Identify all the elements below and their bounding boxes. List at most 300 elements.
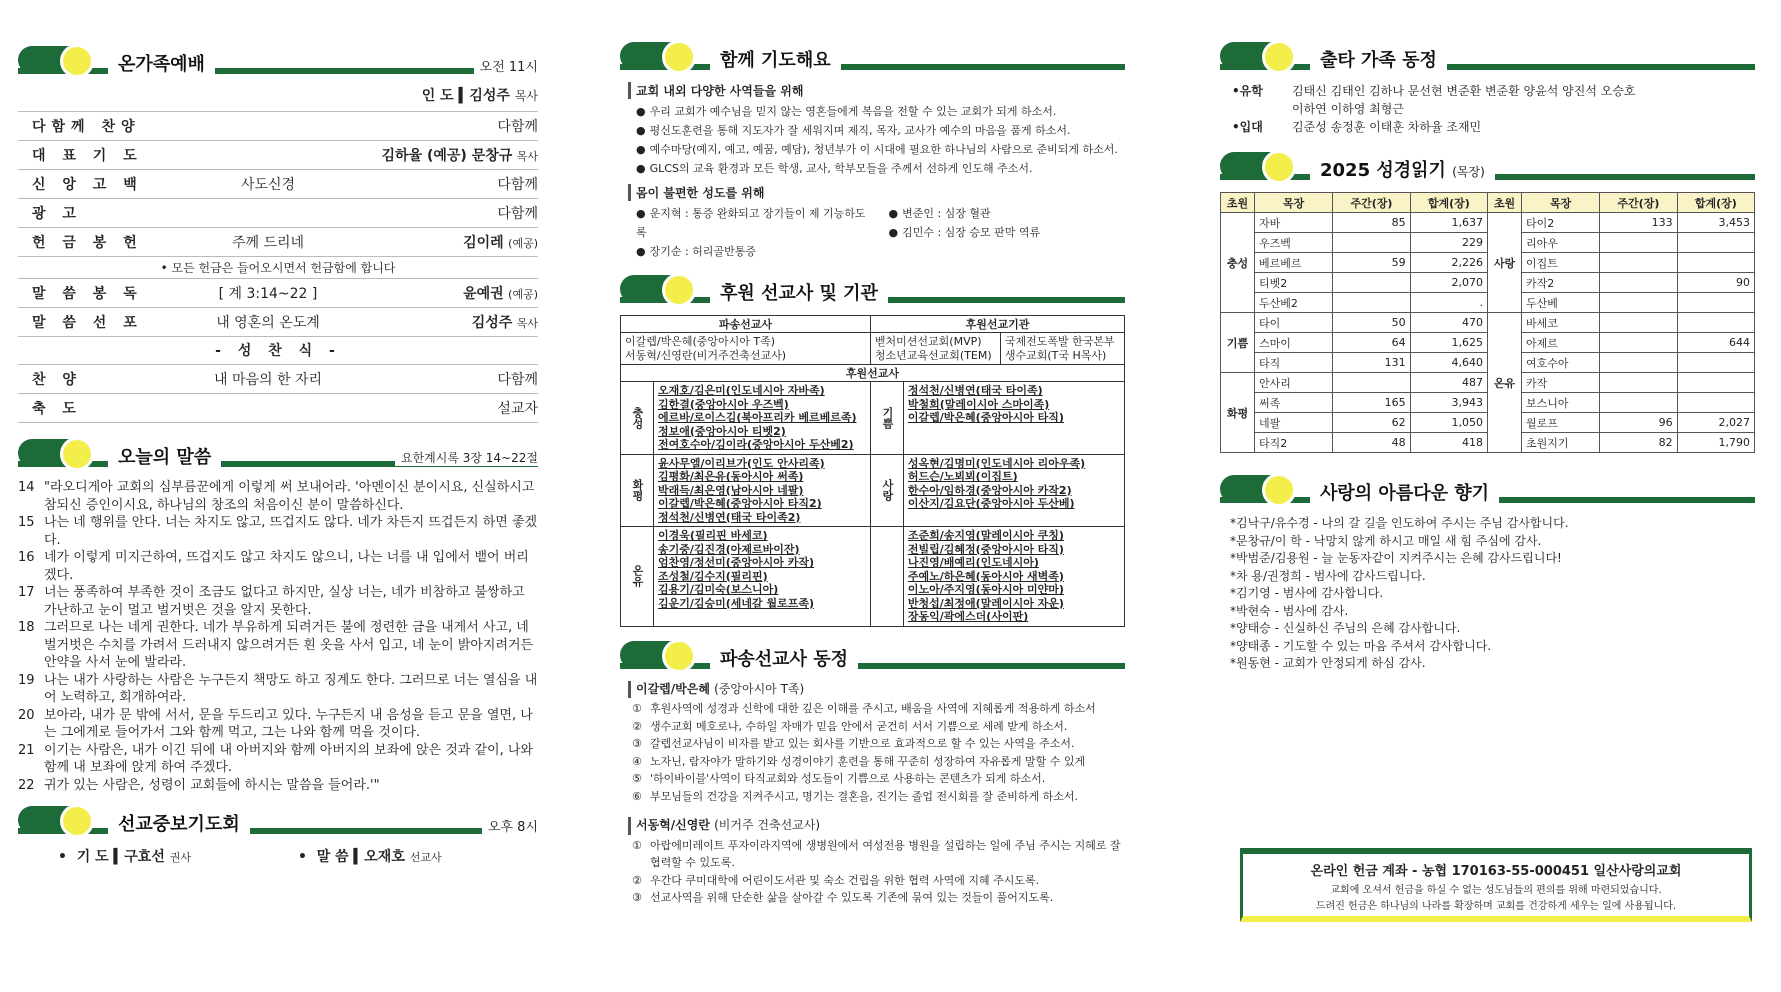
reading-cell: 59 [1333,253,1410,273]
leader-line: 인 도 ▍김성주 목사 [18,86,538,112]
list-item: 이갈렙/박은혜(중앙아시아 T족) [625,335,776,348]
verse-number: 14 [18,480,35,495]
group-list [654,527,871,627]
news-item [620,889,1125,907]
person-name: 김이레 [463,235,504,251]
missionary-name [908,556,1120,570]
prayer-text: 평신도훈련을 통해 지도자가 잘 세워지며 제직, 목자, 교사가 예수의 마음을 품게 하소서. [649,124,1071,137]
reading-cell: 타이2 [1521,213,1599,233]
missionary-name [658,511,866,525]
missionary-name [908,411,1120,425]
prayer-item: ● 평신도훈련을 통해 지도자가 잘 세워지며 제직, 목자, 교사가 예수의 마음을 품게 하소서. [636,124,1071,137]
reading-cell: 베르베르 [1255,253,1333,273]
reading-cell [1333,273,1410,293]
item-number: ② [632,873,642,887]
missionary-name-text: 김한결(중앙아시아 우즈벡) [658,397,789,411]
missionary-name-text: 오재호/김은미(인도네시아 자바족) [658,384,825,397]
section-title: 선교중보기도회 [108,810,250,836]
service-person [378,232,538,252]
service-label: 찬 양 [32,372,82,388]
section-header-reading: 2025 성경읽기 (목장) [1220,150,1755,186]
th-dispatch: 파송선교사 [621,316,871,333]
mission-prayer-time: 오후 8시 [482,816,538,835]
group-list [903,382,1124,455]
group-label: 기쁨 [870,382,903,455]
news-item [620,735,1125,753]
group-list [654,382,871,455]
service-right: 다함께 [497,206,538,222]
reading-cell: 아제르 [1521,333,1599,353]
section-title: 파송선교사 동정 [710,645,858,671]
news-text: 우간다 쿠미대학에 어린이도서관 및 숙소 건립을 위한 협력 사역에 지혜 주시도록. [650,873,1040,887]
prayer-subheading: 몸이 불편한 성도를 위해 [628,184,1125,201]
region-label: 화평 [1221,373,1255,453]
reading-cell: 50 [1333,313,1410,333]
thanks-item: *박범준/김용원 - 늘 눈동자같이 지켜주시는 은혜 감사드립니다! [1230,551,1562,565]
service-right: 다함께 [497,372,538,388]
section-header-dispatch-news [620,639,1125,675]
prayer-text: 예수마당(예지, 예고, 예꿈, 예담), 청년부가 이 시대에 필요한 하나님의 사람으로 준비되게 하소서. [649,143,1118,156]
thanks-item: *양태종 - 기도할 수 있는 마음 주셔서 감사합니다. [1230,638,1492,653]
dispatch-news: 이갈렙/박은혜 (중앙아시아 T족) ① 후원사역에 성경과 신학에 대한 깊은 이해를 주시고, 배움을 사역에 지혜롭게 적용하게 하소서 ② 생수교회 메호로나, 수하일 자매가 믿음 안에서 굳건히 서서 기쁨으로 세례 받게 하소서. ③ 갈렙선교사님이 비자를 받고 있는 회사를 기반으로 효과적으로 할 수 있는 사역을 주소서. ④ 노자닌, 람자야가 말하기와 성경이야기 훈련을 통해 꾸준히 성장하여 자유롭게 말할 수 있게 ⑤ '하이바이블'사역이 타직교회와 성도들이 기쁨으로 사용하는 콘텐츠가 되게 하소서. ⑥ 부모님들의 건강을 지켜주시고, 명기는 결혼을, 진기는 졸업 전시회를 잘 준비하게 하소서. 서동혁/신영란 (비거주 건축선교사) ① 아랍에미레이트 푸자이라지역에 생병원에서 여성전용 병원을 설립하는 일에 주님 주시는 지혜로 잘 협력할 수 있도록. ② 우간다 쿠미대학에 어린이도서관 및 숙소 건립을 위한 협력 사역에 지혜 주시도록. ③ 선교사역을 위해 단순한 삶을 살아갈 수 있도록 기존에 묶여 있는 것들이 풀어지도록. [620,681,1125,907]
reading-cell [1333,293,1410,313]
reading-cell [1677,233,1754,253]
prayer-item: ● 우리 교회가 예수님을 믿지 않는 영혼들에게 복음을 전할 수 있는 교회가 되게 하소서. [636,105,1057,118]
missionary-name-text: 나진영/배예리(인도네시아) [907,556,1039,569]
missionary-name-text: 박래득/최은영(남아시아 네팔) [658,483,804,497]
verse-number: 16 [18,550,35,565]
missionary-name [658,529,866,543]
missionary-name [908,384,1120,398]
verse [18,549,538,584]
order-of-service-2 [18,279,538,337]
list-item: 서동혁/신영란(비거주건축선교사) [625,348,787,362]
reading-cell: 월로프 [1521,413,1599,433]
prayer-text: GLCS의 교육 환경과 모든 학생, 교사, 학부모들을 주께서 선하게 인도해 주소서. [649,162,1033,175]
reading-cell: 티벳2 [1255,273,1333,293]
verse-text: 나는 내가 사랑하는 사람은 누구든지 책망도 하고 징계도 한다. 그러므로 너는 열심을 내어 노력하고, 회개하여라. [44,672,538,705]
service-label: 신 앙 고 백 [32,177,143,193]
reading-cell: 85 [1333,213,1410,233]
reading-cell [1600,273,1677,293]
group-list [903,454,1124,527]
verse-number: 21 [18,742,35,758]
reading-cell: 2,070 [1410,273,1487,293]
prayer-item: ● GLCS의 교육 환경과 모든 학생, 교사, 학부모들을 주께서 선하게 인도해 주소서. [636,162,1033,175]
service-label: 말 씀 봉 독 [32,286,143,302]
verse-text: 보아라, 내가 문 밖에 서서, 문을 두드리고 있다. 누구든지 내 음성을 듣고 문을 열면, 나는 그에게로 들어가서 그와 함께 먹고, 그는 나와 함께 먹을 것이다. [44,707,533,740]
missionary-name [658,570,866,584]
item-number: ② [632,719,642,733]
missionary-name-text: 김용기/김미숙(보스니아) [658,583,779,596]
news-item [620,770,1125,788]
reading-cell: 타직2 [1255,433,1333,453]
reading-cell: 62 [1333,413,1410,433]
section-title: 후원 선교사 및 기관 [710,279,888,305]
verse [18,707,538,742]
verse [18,584,538,619]
missionary-name [658,384,866,398]
section-header-thanks [1220,473,1755,509]
family-news: •유학 김태신 김태인 김하나 문선현 변준환 변준환 양윤석 양진석 오승호 이하연 이하영 최형근 •입대 김준성 송정훈 이태훈 차하율 조재민 [1232,84,1636,134]
news-text: 부모님들의 건강을 지켜주시고, 명기는 결혼을, 진기는 졸업 전시회를 잘 준비하게 하소서. [650,789,1078,803]
missionary-name [658,556,866,570]
missionary-name-text: 정석천/신병연(태국 타이족) [907,384,1043,397]
missionary-name-text: 조성철/김수지(필리핀) [658,569,768,583]
section-title: 온가족예배 [108,50,215,76]
inst-list-b [1000,333,1124,365]
missionary-name-text: 이갈렙/박은혜(중앙아시아 타직) [907,411,1064,424]
missionary-name [658,457,866,471]
group-list [903,527,1124,627]
reading-cell: 우즈벡 [1255,233,1333,253]
news-text: 후원사역에 성경과 신학에 대한 깊은 이해를 주시고, 배움을 사역에 지혜롭게 적용하게 하소서 [650,702,1096,715]
reading-cell: 644 [1677,333,1754,353]
section-header-word [18,437,538,473]
section-title: 사랑의 아름다운 향기 [1310,479,1499,505]
prayer-item: ● 운지혁 : 통증 완화되고 장기들이 제 기능하도록 [636,207,866,239]
col-header: 주간(장) [1333,193,1410,213]
reading-cell: 두산베 [1521,293,1599,313]
reading-cell [1600,233,1677,253]
col-header: 합계(장) [1410,193,1487,213]
news-text: 선교사역을 위해 단순한 삶을 살아갈 수 있도록 기존에 묶여 있는 것들이 풀어지도록. [650,891,1054,904]
service-row [18,308,538,337]
missionary-name [658,398,866,412]
prayer-text: 장기순 : 허리골반통증 [649,245,756,258]
service-row [18,279,538,308]
service-right: 설교자 [497,401,538,417]
reading-cell: 1,050 [1410,413,1487,433]
missionary-name-text: 주예노/하은혜(동아시아 새벽족) [907,569,1064,583]
news-item [620,837,1125,872]
news-item [620,700,1125,718]
item-number: ⑤ [632,772,642,785]
news-text: 생수교회 메호로나, 수하일 자매가 믿음 안에서 굳건히 서서 기쁨으로 세례 받게 하소서. [650,719,1068,733]
service-person [378,116,538,136]
verse [18,672,538,707]
list-item: 국제전도폭발 한국본부 [1004,335,1115,348]
reading-cell [1333,373,1410,393]
prayer-text: 김민수 : 심장 승모 판막 역류 [902,226,1041,239]
reading-cell: 96 [1600,413,1677,433]
prayer-subheading: 교회 내외 다양한 사역들을 위해 [628,82,1125,99]
missionary-name [908,597,1120,611]
reading-cell: 4,640 [1410,353,1487,373]
thanks-item: *양태승 - 신실하신 주님의 은혜 감사합니다. [1230,621,1461,635]
service-row [18,141,538,170]
prayer-text: 변준인 : 심장 혈관 [902,207,991,220]
reading-cell: 타직 [1255,353,1333,373]
missionary-name [908,583,1120,597]
missionary-name [908,470,1120,484]
missionary-name-text: 이갈렙/박은혜(중앙아시아 타직2) [658,497,822,510]
section-header-family [1220,40,1755,76]
service-row [18,394,538,423]
reading-cell [1677,253,1754,273]
news-text: 노자닌, 람자야가 말하기와 성경이야기 훈련을 통해 꾸준히 성장하여 자유롭게 말할 수 있게 [650,754,1086,768]
service-label: 헌 금 봉 헌 [32,235,143,251]
news-item [620,753,1125,771]
column-family-reading [1220,40,1755,673]
section-title: 함께 기도해요 [710,46,841,72]
region-label: 기쁨 [1221,313,1255,373]
reading-cell: 이집트 [1521,253,1599,273]
reading-cell [1600,253,1677,273]
th-institutions: 후원선교기관 [870,316,1124,333]
service-label: 말 씀 선 포 [32,315,143,331]
col-header: 초원 [1221,193,1255,213]
section-title: 출타 가족 동정 [1310,46,1447,72]
reading-cell: 타이 [1255,313,1333,333]
item-number: ③ [632,737,642,750]
reading-cell: 바세코 [1521,313,1599,333]
missionary-name [658,484,866,498]
missionary-name-text: 전여호수아/김이라(중앙아시아 두산베2) [658,438,854,451]
col-header: 목장 [1521,193,1599,213]
group-label: 사랑 [870,454,903,527]
missionary-name-text: 장동익/곽에스더(사이판) [907,610,1029,623]
missionary-name-text: 정보애(중앙아시아 티벳2) [658,424,786,438]
service-row [18,365,538,394]
service-person [378,312,538,332]
col-header: 주간(장) [1600,193,1677,213]
missionary-name-text: 조준희/송지영(말레이시아 쿠칭) [907,529,1064,542]
service-person [378,369,538,389]
reading-cell: 자바 [1255,213,1333,233]
verse-text: 귀가 있는 사람은, 성령이 교회들에 하시는 말씀을 들어라.'" [44,777,380,793]
verse-number: 22 [18,777,35,793]
service-item: 주께 드리네 [231,235,305,251]
dispatch-list [621,333,871,365]
missionary-name [658,583,866,597]
reading-cell: 470 [1410,313,1487,333]
item-number: ④ [632,754,642,768]
reading-cell: 90 [1677,273,1754,293]
reading-cell: 두산베2 [1255,293,1333,313]
list-item: 벧처미션선교회(MVP) [874,335,982,348]
thanks-item: *김기영 - 범사에 감사합니다. [1230,586,1384,600]
reading-cell: 초원지기 [1521,433,1599,453]
thanks-item: *박현숙 - 범사에 감사. [1230,603,1349,618]
verse-number: 19 [18,672,35,688]
missionary-name-text: 허드슨/노뵈뵈(이집트) [907,470,1018,483]
group-label: 충성 [621,382,654,455]
item-number: ⑥ [632,789,642,803]
service-row [18,170,538,199]
bible-reading-table [1220,192,1755,453]
news-text: 갈렙선교사님이 비자를 받고 있는 회사를 기반으로 효과적으로 할 수 있는 사역을 주소서. [650,737,1075,750]
verse [18,514,538,549]
missionary-name [658,425,866,439]
missionary-name [908,610,1120,624]
reading-cell: 3,453 [1677,213,1754,233]
verse [18,777,538,795]
support-group-row [621,454,1125,527]
verse [18,479,538,514]
missionary-table [620,315,1125,627]
prayer-list [620,102,1125,178]
prayer-item: ● 변준인 : 심장 혈관 [888,207,991,220]
missionary-name-text: 한수아/임하경(중앙아시아 카작2) [907,483,1072,497]
person-name: 김성주 [471,315,513,331]
section-header-support [620,273,1125,309]
section-header-pray [620,40,1125,76]
missionary-name [908,398,1120,412]
verse-text: 나는 네 행위를 안다. 너는 차지도 않고, 뜨겁지도 않다. 네가 차든지 뜨겁든지 하면 좋겠다. [44,515,538,548]
service-right: 다함께 [497,177,538,193]
verse-text: 이기는 사람은, 내가 이긴 뒤에 내 아버지와 함께 아버지의 보좌에 앉은 것과 같이, 나와 함께 내 보좌에 앉게 하여 주겠다. [44,742,533,775]
thanks-item: *원동현 - 교회가 안정되게 하심 감사. [1230,656,1426,670]
section-header-worship [18,44,538,80]
service-person [378,398,538,418]
reading-cell: 안사리 [1255,373,1333,393]
service-row [18,199,538,228]
service-row [18,112,538,141]
prayer-item: ● 예수마당(예지, 예고, 예꿈, 예담), 청년부가 이 시대에 필요한 하나님의 사람으로 준비되게 하소서. [636,143,1118,156]
missionary-name-text: 김운기/김승미(세네갈 월로프족) [658,596,815,610]
reading-cell [1677,393,1754,413]
list-item: 생수교회(T국 H목사) [1004,348,1107,362]
verse-number: 15 [18,515,35,530]
item-number: ③ [632,891,642,904]
reading-cell [1333,233,1410,253]
order-of-service [18,112,538,257]
missionary-name-text: 반청섭/최정애(말레이시아 자운) [907,596,1064,610]
news-item [620,872,1125,890]
reading-cell: . [1410,293,1487,313]
region-label: 충성 [1221,213,1255,313]
reading-cell: 1,637 [1410,213,1487,233]
missionary-name [908,570,1120,584]
reading-cell: 보스니아 [1521,393,1599,413]
reading-cell: 카작2 [1521,273,1599,293]
item-number: ① [632,702,642,715]
account-line: 온라인 헌금 계좌 - 농협 170163-55-000451 일산사랑의교회 [1310,864,1682,879]
missionary-name-text: 이산지/김요단(중앙아시아 두산베) [907,497,1075,510]
missionary-name-text: 박철희(말레이시아 스마이족) [907,397,1050,411]
reading-cell: 64 [1333,333,1410,353]
missionary-name [908,529,1120,543]
thanks-item: *김낙구/유수경 - 나의 갈 길을 인도하여 주시는 주님 감사합니다. [1230,516,1569,530]
order-of-service-3 [18,365,538,423]
service-item: 내 마음의 한 자리 [213,372,323,388]
group-list [654,454,871,527]
item-number: ① [632,838,642,852]
missionary-name [908,497,1120,511]
service-item: 내 영혼의 온도계 [216,315,320,331]
reading-cell: 리아우 [1521,233,1599,253]
group-label: 화평 [621,454,654,527]
account-note: 드려진 헌금은 하나님의 나라를 확장하며 교회를 건강하게 세우는 일에 사용됩니다. [1315,901,1677,912]
missionary-name-text: 이노아/주지영(동아시아 미얀마) [907,583,1064,596]
verse-text: 네가 이렇게 미지근하여, 뜨겁지도 않고 차지도 않으니, 나는 너를 내 입에서 뱉어 버리겠다. [44,550,529,583]
reading-cell [1600,313,1677,333]
verse-number: 17 [18,585,35,600]
verse-text: 너는 풍족하여 부족한 것이 조금도 없다고 하지만, 실상 너는, 네가 비참하고 불쌍하고 가난하고 눈이 멀고 벌거벗은 것을 알지 못한다. [44,585,525,618]
scripture-verses [18,479,538,794]
verse [18,742,538,777]
reading-cell: 3,943 [1410,393,1487,413]
missionary-name-text: 에르바/로이스김(북아프리카 베르베르족) [658,411,857,424]
missionary-name-text: 김평화/최은유(동아시아 써족) [658,470,804,483]
sick-prayer-list [620,204,1125,261]
verse-number: 20 [18,707,35,723]
service-label: 축 도 [32,401,82,417]
column-prayer-missions [620,40,1125,907]
thanks-list [1220,515,1755,673]
mission-prayer-roles: • 기 도 ▍구효선 권사 • 말 씀 ▍오재호 선교사 [58,849,442,865]
person-role: 목사 [516,150,538,163]
service-person [378,145,538,165]
service-right: 다함께 [497,119,538,135]
reading-cell: 네팔 [1255,413,1333,433]
verse-text: "라오디게아 교회의 심부름꾼에게 이렇게 써 보내어라. '아멘이신 분이시요, 신실하시고 참되신 증인이시요, 하나님의 창조의 처음이신 분이 말씀하신다. [44,480,535,513]
support-group-row [621,382,1125,455]
missionary-name-text: 정석천/신병연(태국 타이족2) [658,510,801,524]
missionary-name-text: 성옥현/김명미(인도네시아 리아우족) [907,456,1086,470]
missionary-name [658,543,866,557]
inst-list-a [870,333,1000,365]
reading-cell: 82 [1600,433,1677,453]
group-label: 온유 [621,527,654,627]
prayer-item: ● 장기순 : 허리골반통증 [636,245,756,258]
reading-cell: 487 [1410,373,1487,393]
col-header: 합계(장) [1677,193,1754,213]
missionary-name [908,543,1120,557]
reading-cell: 165 [1333,393,1410,413]
group-label [870,527,903,627]
support-group-row [621,527,1125,627]
section-header-mission-prayer [18,804,538,840]
person-role: (예공) [508,288,538,301]
reading-cell: 1,625 [1410,333,1487,353]
reading-cell: 133 [1600,213,1677,233]
reading-cell: 스마이 [1255,333,1333,353]
service-person [378,203,538,223]
reading-cell: 여호수아 [1521,353,1599,373]
thanks-item: *차 용/권정희 - 범사에 감사드립니다. [1230,568,1426,583]
col-header: 초원 [1487,193,1521,213]
news-item [620,788,1125,806]
missionary-name [658,470,866,484]
section-title: 2025 성경읽기 [1320,160,1446,181]
reading-cell [1600,293,1677,313]
th-supported: 후원선교사 [621,365,1125,382]
reading-cell: 131 [1333,353,1410,373]
service-person [378,174,538,194]
thanks-item: *문창규/이 학 - 낙망치 않게 하시고 매일 새 힘 주심에 감사. [1230,533,1542,548]
service-item: [ 계 3:14~22 ] [218,286,318,302]
prayer-text: 우리 교회가 예수님을 믿지 않는 영혼들에게 복음을 전할 수 있는 교회가 되게 하소서. [649,105,1057,118]
missionary-name [658,597,866,611]
reading-cell [1677,293,1754,313]
person-name: 김하율 (예공) 문창규 [381,148,513,164]
missionary-name-text: 전빌립/김혜정(중앙아시아 타직) [907,542,1064,556]
column-worship [18,44,538,866]
person-role: (예공) [508,237,538,250]
col-header: 목장 [1255,193,1333,213]
account-note: 교회에 오셔서 헌금을 하실 수 없는 성도님들의 편의를 위해 마련되었습니다. [1330,885,1662,896]
reading-cell: 2,027 [1677,413,1754,433]
news-item [620,718,1125,736]
scripture-ref: 요한계시록 3장 14~22절 [395,449,538,466]
prayer-text: 운지혁 : 통증 완화되고 장기들이 제 기능하도록 [636,207,866,239]
reading-row [1221,313,1755,333]
section-title: 오늘의 말씀 [108,443,221,469]
missionary-name [658,438,866,452]
verse-text: 그러므로 나는 네게 권한다. 네가 부유하게 되려거든 불에 정련한 금을 내게서 사고, 네 벌거벗은 수치를 가려서 드러내지 않으려거든 흰 옷을 사서 입고, 네 눈이 밝아지려거든 안약을 사서 눈에 발라라. [44,620,534,670]
